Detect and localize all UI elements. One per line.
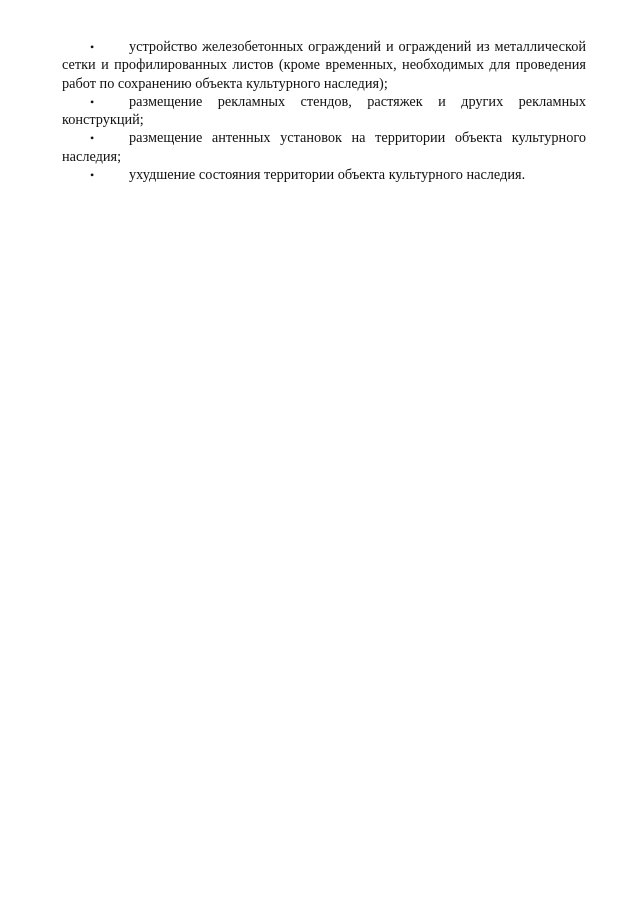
bullet-icon: • (90, 40, 95, 54)
bullet-icon: • (90, 94, 95, 109)
list-item-text: размещение антенных установок на территории объекта культурного наследия; (62, 130, 586, 165)
list-item (62, 93, 586, 130)
bullet-icon: • (90, 168, 95, 183)
list-item-text: размещение рекламных стендов, растяжек и других рекламных конструкций; (62, 93, 586, 129)
bullet-list (62, 38, 586, 184)
list-item-text: устройство железобетонных ограждений и ограждений из металлической сетки и профилированных листов (кроме временных, необходимых для проведения работ по сохранению объекта культурного наследия); (62, 39, 586, 92)
list-item (62, 166, 586, 184)
list-item-text: ухудшение состояния территории объекта культурного наследия. (129, 167, 526, 184)
list-item (62, 38, 586, 93)
bullet-icon: • (90, 131, 95, 146)
list-item (62, 129, 586, 166)
